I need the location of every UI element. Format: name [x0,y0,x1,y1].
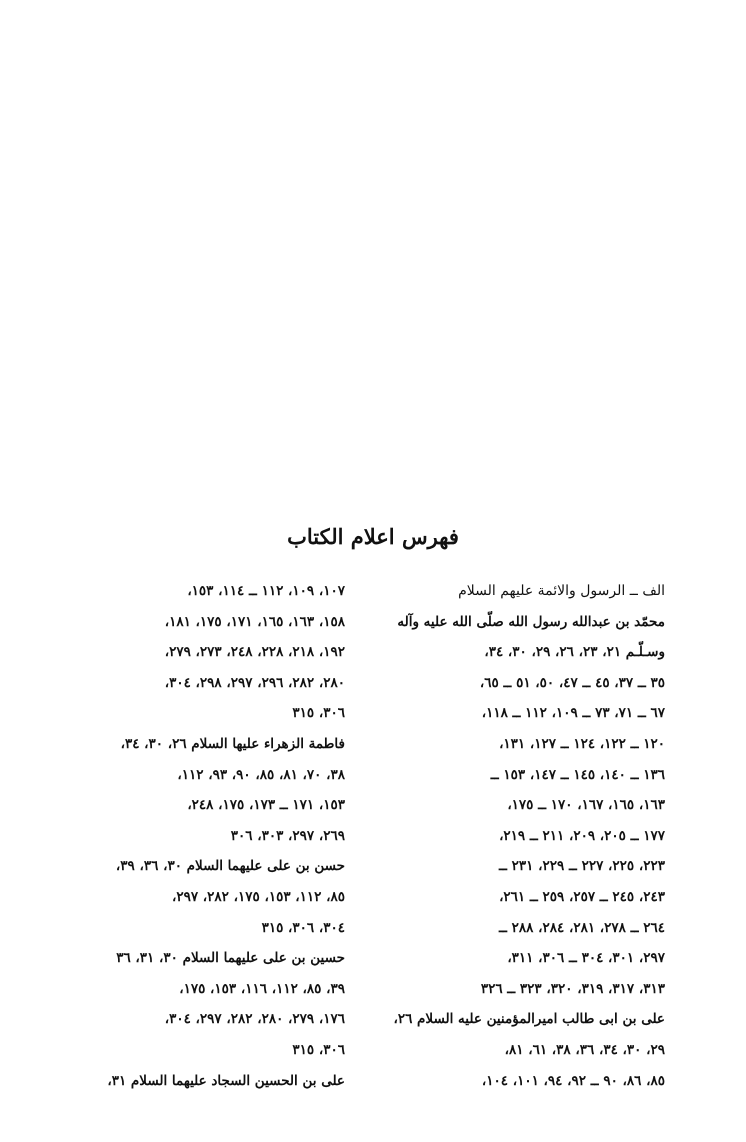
index-entry-line: ٢٢٣، ٢٢٥، ٢٢٧ ــ ٢٢٩، ٢٣١ ــ [499,858,665,875]
index-entry-line: ١٧٧ ــ ٢٠٥، ٢٠٩، ٢١١ ــ ٢١٩، [499,827,665,844]
index-entry-line: ٢٦٩، ٢٩٧، ٣٠٣، ٣٠٦ [230,827,345,844]
index-entry-line: ٣١٣، ٣١٧، ٣١٩، ٣٢٠، ٣٢٣ ــ ٣٢٦ [480,980,665,997]
index-entry-line: ١٢٠ ــ ١٢٢، ١٢٤ ــ ١٢٧، ١٣١، [499,735,665,752]
index-entry-line: ١٠٧، ١٠٩، ١١٢ ــ ١١٤، ١٥٣، [187,583,345,599]
index-entry-line: وسـلّـم ٢١، ٢٣، ٢٦، ٢٩، ٣٠، ٣٤، [484,644,665,661]
index-entry-line: فاطمة الزهراء عليها السلام ٢٦، ٣٠، ٣٤، [120,735,345,752]
index-entry-line: ٣٠٦، ٣١٥ [292,705,345,722]
index-column-right [393,576,665,1096]
index-entry-line: ٢٩٧، ٣٠١، ٣٠٤ ــ ٣٠٦، ٣١١، [507,950,665,967]
index-entry-line: حسن بن على عليهما السلام ٣٠، ٣٦، ٣٩، [115,858,345,875]
index-entry-line: ٢٤٣، ٢٤٥ ــ ٢٥٧، ٢٥٩ ــ ٢٦١، [499,888,665,905]
index-entry-line: على بن ابى طالب اميرالمؤمنين عليه السلام ٢٦، [393,1011,665,1028]
index-entry-line: حسين بن على عليهما السلام ٣٠، ٣١، ٣٦ [116,950,345,967]
index-entry-line: ٣٨، ٧٠، ٨١، ٨٥، ٩٠، ٩٣، ١١٢، [177,766,345,783]
page-title: فهرس اعلام الكتاب [287,524,459,549]
index-entry-line: ٨٥، ١١٢، ١٥٣، ١٧٥، ٢٨٢، ٢٩٧، [171,888,345,905]
index-entry-line: على بن الحسين السجاد عليهما السلام ٣١، [107,1072,345,1089]
index-entry-line: ٣٥ ــ ٣٧، ٤٥ ــ ٤٧، ٥٠، ٥١ ــ ٦٥، [479,674,665,691]
index-entry-line: ٣٠٤، ٣٠٦، ٣١٥ [261,919,345,936]
index-entry-line: ٢٨٠، ٢٨٢، ٢٩٦، ٢٩٧، ٢٩٨، ٣٠٤، [164,674,345,691]
index-entry-line: ١٦٣، ١٦٥، ١٦٧، ١٧٠ ــ ١٧٥، [507,797,665,814]
index-entry-line: ١٥٣، ١٧١ ــ ١٧٣، ١٧٥، ٢٤٨، [187,797,345,814]
index-entry-line: ١٣٦ ــ ١٤٠، ١٤٥ ــ ١٤٧، ١٥٣ ــ [490,766,665,783]
index-column-left [80,576,345,1096]
index-entry-line: ٣٠٦، ٣١٥ [292,1041,345,1058]
index-entry-line: ٨٥، ٨٦، ٩٠ ــ ٩٢، ٩٤، ١٠١، ١٠٤، [481,1072,665,1089]
section-heading: الف ــ الرسول والائمة عليهم السلام [458,583,665,599]
index-entry-line: ٦٧ ــ ٧١، ٧٣ ــ ١٠٩، ١١٢ ــ ١١٨، [481,705,665,722]
index-entry-line: ٢٦٤ ــ ٢٧٨، ٢٨١، ٢٨٤، ٢٨٨ ــ [499,919,665,936]
index-entry-line: ٢٩، ٣٠، ٣٤، ٣٦، ٣٨، ٦١، ٨١، [504,1041,665,1058]
index-entry-line: ٣٩، ٨٥، ١١٢، ١١٦، ١٥٣، ١٧٥، [179,980,345,997]
index-entry-line: ١٩٢، ٢١٨، ٢٢٨، ٢٤٨، ٢٧٣، ٢٧٩، [164,644,345,661]
index-entry-line: ١٥٨، ١٦٣، ١٦٥، ١٧١، ١٧٥، ١٨١، [164,613,345,630]
index-entry-line: محمّد بن عبدالله رسول الله صلّى الله عليه وآله [397,613,665,630]
index-entry-line: ١٧٦، ٢٧٩، ٢٨٠، ٢٨٢، ٢٩٧، ٣٠٤، [164,1011,345,1028]
